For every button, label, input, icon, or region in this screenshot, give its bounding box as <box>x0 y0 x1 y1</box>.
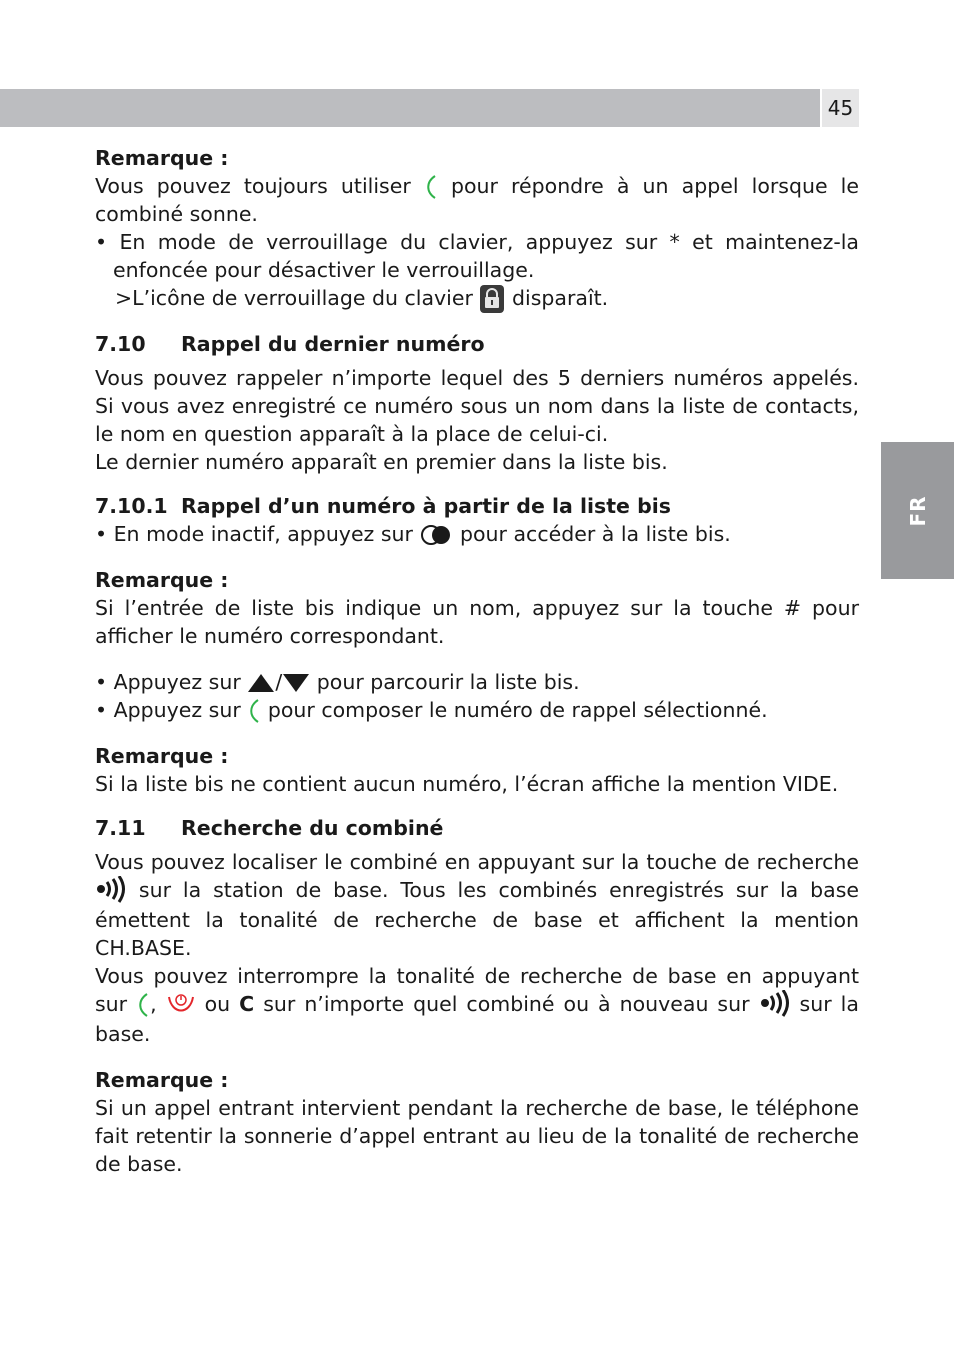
paragraph: Le dernier numéro apparaît en premier dans la liste bis. <box>95 450 668 474</box>
paging-icon <box>95 876 127 906</box>
paragraph: Vous pouvez rappeler n’importe lequel des 5 derniers numéros appelés. Si vous avez enregistré ce numéro sous un nom dans la liste de contacts, le nom en question apparaît à la place de celui-ci. <box>95 366 859 446</box>
note-title: Remarque : <box>95 568 229 592</box>
menu-key-icon <box>419 524 453 546</box>
note-text: Si la liste bis ne contient aucun numéro, l’écran affiche la mention VIDE. <box>95 772 839 796</box>
note-title: Remarque : <box>95 146 229 170</box>
language-tab-label: FR <box>905 494 930 527</box>
paragraph: Vous pouvez interrompre la tonalité de recherche de base en appuyant sur , ou C sur n’importe quel combiné ou à nouveau sur sur la base. <box>95 964 859 1046</box>
paragraph: Vous pouvez localiser le combiné en appuyant sur la touche de recherche sur la station de base. Tous les combinés enregistrés sur la base émettent la tonalité de recherche de base et affichent la mention CH.BASE. <box>95 850 859 960</box>
note-text: Vous pouvez toujours utiliser pour répondre à un appel lorsque le combiné sonne. <box>95 174 859 226</box>
note-text: Si l’entrée de liste bis indique un nom, appuyez sur la touche # pour afficher le numéro correspondant. <box>95 596 859 648</box>
talk-key-icon <box>424 174 438 200</box>
talk-key-icon <box>136 992 150 1018</box>
up-arrow-icon <box>247 673 275 693</box>
section-heading: 7.11 Recherche du combiné <box>95 816 444 840</box>
clear-key-label: C <box>239 992 255 1016</box>
page-content <box>95 144 859 1178</box>
keypad-lock-icon <box>479 284 505 314</box>
note-title: Remarque : <box>95 744 229 768</box>
list-item: • Appuyez sur / pour parcourir la liste bis. <box>95 670 580 694</box>
page-number: 45 <box>822 89 859 127</box>
note-text: Si un appel entrant intervient pendant la recherche de base, le téléphone fait retentir la sonnerie d’appel entrant au lieu de la tonalité de recherche de base. <box>95 1096 859 1176</box>
list-item: • Appuyez sur pour composer le numéro de rappel sélectionné. <box>95 698 768 722</box>
language-tab <box>881 442 954 579</box>
result-line: >L’icône de verrouillage du clavier disparaît. <box>95 284 859 314</box>
section-heading: 7.10 Rappel du dernier numéro <box>95 332 485 356</box>
down-arrow-icon <box>282 673 310 693</box>
talk-key-icon <box>247 698 261 724</box>
header-band <box>0 89 820 127</box>
list-item: • En mode inactif, appuyez sur pour accéder à la liste bis. <box>95 522 731 546</box>
subsection-heading: 7.10.1 Rappel d’un numéro à partir de la liste bis <box>95 494 671 518</box>
note-title: Remarque : <box>95 1068 229 1092</box>
paging-icon <box>759 990 791 1020</box>
end-key-icon <box>166 991 196 1019</box>
list-item: • En mode de verrouillage du clavier, appuyez sur * et maintenez-la enfoncée pour désactiver le verrouillage. <box>95 230 859 282</box>
